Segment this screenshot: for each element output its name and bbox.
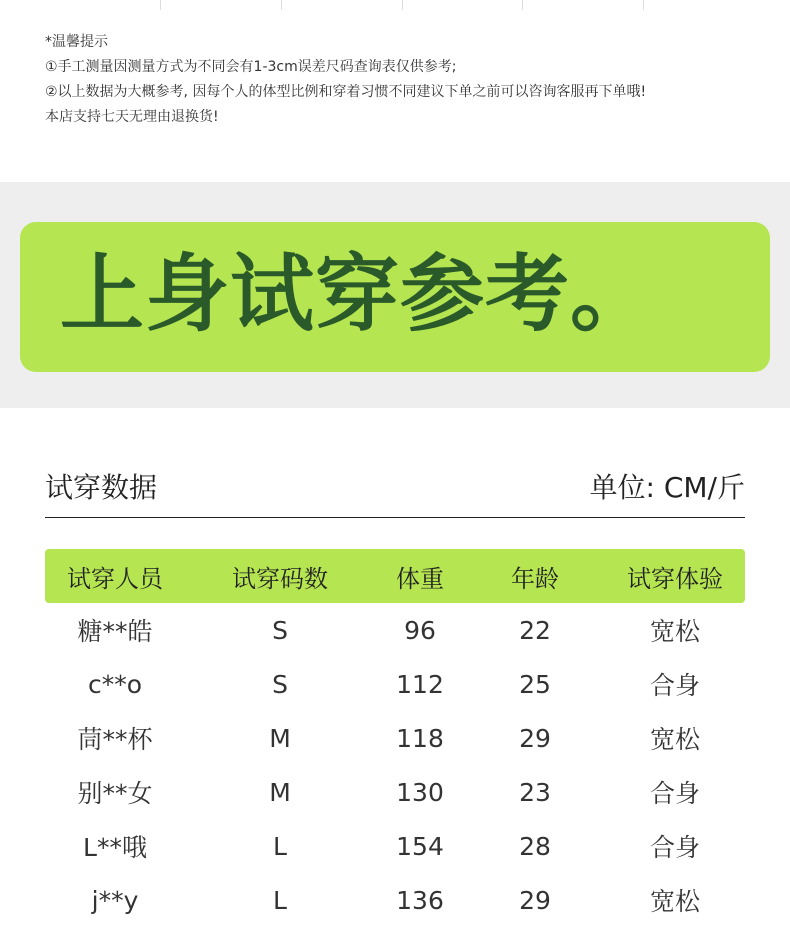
cell-size: L: [273, 831, 287, 861]
table-row: [45, 819, 745, 873]
cell-age: 25: [519, 669, 551, 699]
cell-size: M: [269, 723, 291, 753]
cell-fit: 合身: [649, 779, 700, 808]
cell-size: S: [272, 615, 288, 645]
cell-tester: L**哦: [83, 833, 147, 862]
cell-tester: 茼**杯: [77, 725, 153, 754]
cell-size: M: [269, 777, 291, 807]
header-fit: 试穿体验: [627, 564, 723, 593]
cell-tester: 别**女: [77, 779, 153, 808]
trial-data-title: 试穿数据: [45, 471, 158, 504]
trial-table: [45, 549, 745, 926]
cell-fit: 合身: [649, 833, 700, 862]
cell-fit: 宽松: [649, 725, 700, 754]
cell-fit: 宽松: [649, 617, 700, 646]
cell-age: 28: [519, 831, 551, 861]
tips-notes: [45, 30, 765, 130]
cell-age: 29: [519, 723, 551, 753]
divider-tick: [160, 0, 161, 10]
cell-size: L: [273, 885, 287, 915]
cell-fit: 宽松: [649, 887, 700, 916]
cell-tester: 糖**皓: [77, 617, 153, 646]
cell-weight: 154: [396, 831, 444, 861]
table-row: [45, 711, 745, 765]
table-header-row: [45, 549, 745, 603]
cell-weight: 118: [396, 723, 444, 753]
divider-tick: [643, 0, 644, 10]
divider-tick: [522, 0, 523, 10]
tips-line-reference: ②以上数据为大概参考, 因每个人的体型比例和穿着习惯不同建议下单之前可以咨询客服再下单哦!: [45, 84, 647, 100]
cell-size: S: [272, 669, 288, 699]
banner-card: [20, 222, 770, 372]
cell-tester: j**y: [91, 885, 139, 915]
trial-data-header: [45, 468, 745, 518]
cell-weight: 130: [396, 777, 444, 807]
banner-section: [0, 182, 790, 408]
trial-data-unit: 单位: CM/斤: [589, 471, 745, 504]
header-weight: 体重: [396, 564, 444, 593]
cell-age: 29: [519, 885, 551, 915]
cell-fit: 合身: [649, 671, 700, 700]
tips-heading: *温馨提示: [45, 34, 108, 50]
cell-weight: 112: [396, 669, 444, 699]
header-age: 年龄: [511, 564, 559, 593]
divider-tick: [281, 0, 282, 10]
table-row: [45, 657, 745, 711]
divider-tick: [402, 0, 403, 10]
banner-title: 上身试穿参考。: [60, 245, 656, 343]
table-row: [45, 873, 745, 926]
tips-line-return-policy: 本店支持七天无理由退换货!: [45, 109, 219, 125]
cell-weight: 96: [404, 615, 436, 645]
header-tester: 试穿人员: [67, 564, 163, 593]
table-row: [45, 765, 745, 819]
header-size: 试穿码数: [232, 564, 328, 593]
cell-age: 23: [519, 777, 551, 807]
table-row: [45, 603, 745, 657]
tips-line-measurement: ①手工测量因测量方式为不同会有1-3cm误差尺码查询表仅供参考;: [45, 59, 457, 75]
cell-weight: 136: [396, 885, 444, 915]
cell-age: 22: [519, 615, 551, 645]
cell-tester: c**o: [87, 669, 143, 699]
top-divider-ticks: [0, 0, 790, 10]
